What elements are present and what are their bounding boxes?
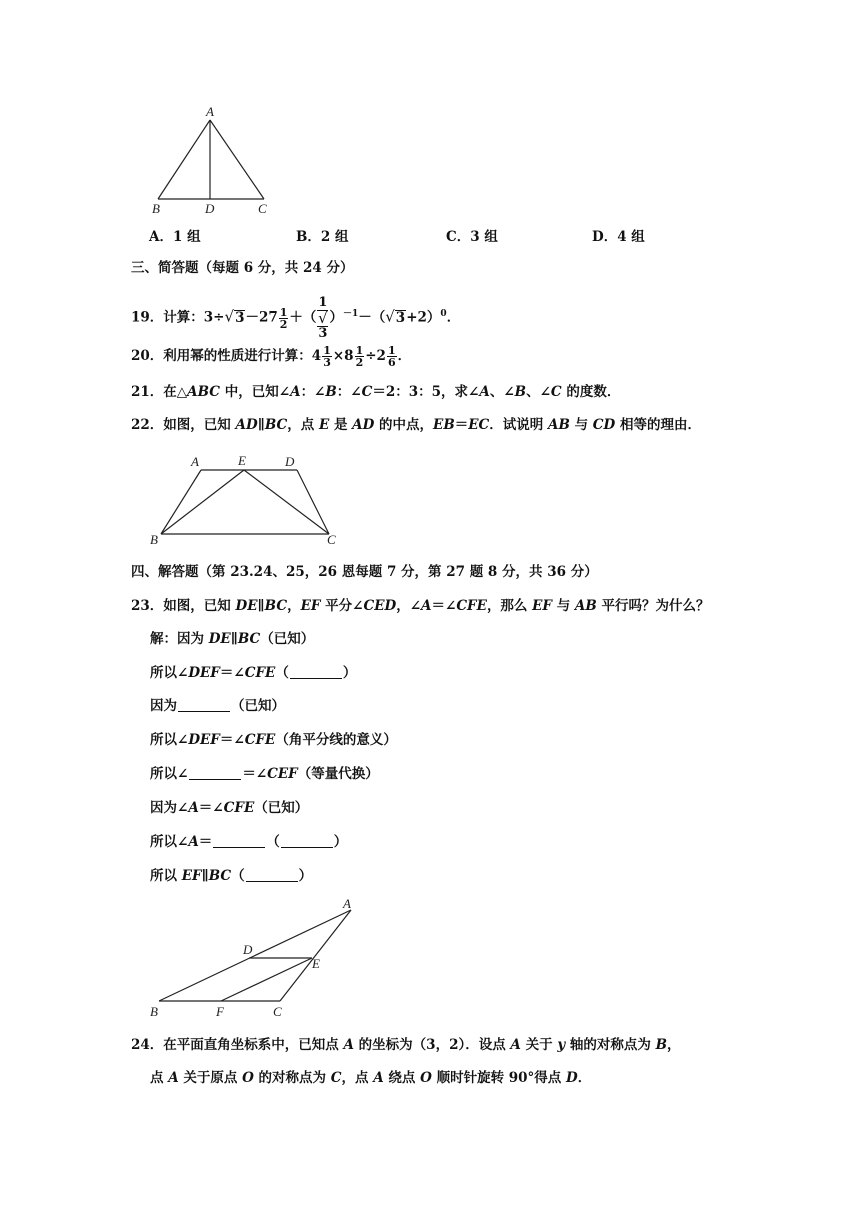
question-21: 21．在△ABC 中，已知∠A：∠B：∠C＝2：3：5，求∠A、∠B、∠C 的度数． — [131, 384, 621, 400]
answer-blank[interactable] — [178, 697, 230, 712]
question-24-line-2: 点 A 关于原点 O 的对称点为 C，点 A 绕点 O 顺时针旋转 90°得点 D． — [150, 1070, 592, 1086]
answer-blank[interactable] — [213, 833, 265, 848]
solution-line-1: 解：因为 DE∥BC（已知） — [150, 631, 315, 647]
answer-blank[interactable] — [246, 867, 298, 882]
option-c: C．3 组 — [446, 229, 498, 245]
label-d: D — [285, 454, 295, 469]
label-c: C — [258, 201, 267, 216]
label-c: C — [327, 532, 336, 547]
label-f: F — [216, 1004, 224, 1019]
label-b: B — [152, 201, 160, 216]
solution-line-2: 所以∠DEF＝∠CFE（ ） — [150, 665, 357, 681]
question-19: 19．计算：3÷√3－27 $\frac{1}{2}$ ＋（ 1 √ 3 ）$^{-1}-(√3+2)^0$． — [131, 295, 461, 341]
answer-blank[interactable] — [189, 765, 241, 780]
solution-line-6: 因为∠A＝∠CFE（已知） — [150, 800, 309, 816]
parallel-lines-figure — [145, 898, 365, 1018]
answer-blank[interactable] — [281, 833, 333, 848]
solution-line-4: 所以∠DEF＝∠CFE（角平分线的意义） — [150, 732, 397, 748]
label-d: D — [205, 201, 215, 216]
label-a: A — [206, 104, 214, 119]
answer-blank[interactable] — [290, 664, 342, 679]
label-d: D — [243, 942, 253, 957]
label-a: A — [191, 454, 199, 469]
question-20: 20．利用幂的性质进行计算：4 $\frac{1}{3}$ ×8 $\frac{1}{2}$ ÷2 $\frac{1}{6}$ ． — [131, 344, 412, 369]
solution-line-5: 所以∠ ＝∠CEF（等量代换） — [150, 766, 379, 782]
label-a: A — [343, 896, 351, 911]
solution-line-7: 所以∠A＝ （ ） — [150, 834, 348, 850]
question-23: 23．如图，已知 DE∥BC，EF 平分∠CED，∠A＝∠CFE，那么 EF 与 AB 平行吗？为什么？ — [131, 598, 710, 614]
option-b: B．2 组 — [296, 229, 349, 245]
section-4-heading: 四、解答题（第 23.24、25，26 恩每题 7 分，第 27 题 8 分，共 36 分） — [131, 564, 598, 580]
option-d: D．4 组 — [592, 229, 645, 245]
label-e: E — [312, 956, 320, 971]
question-22: 22．如图，已知 AD∥BC，点 E 是 AD 的中点，EB＝EC．试说明 AB 与 CD 相等的理由． — [131, 417, 701, 433]
option-a: A．1 组 — [149, 229, 201, 245]
label-b: B — [150, 1004, 158, 1019]
triangle-abd-figure — [140, 105, 280, 220]
solution-line-8: 所以 EF∥BC（ ） — [150, 868, 313, 884]
label-c: C — [273, 1004, 282, 1019]
label-b: B — [150, 532, 158, 547]
solution-line-3: 因为 （已知） — [150, 698, 285, 714]
label-e: E — [238, 453, 246, 468]
trapezoid-figure — [145, 450, 345, 550]
question-24-line-1: 24．在平面直角坐标系中，已知点 A 的坐标为（3，2）．设点 A 关于 y 轴的对称点为 B， — [131, 1037, 681, 1053]
section-3-heading: 三、简答题（每题 6 分，共 24 分） — [131, 260, 354, 276]
